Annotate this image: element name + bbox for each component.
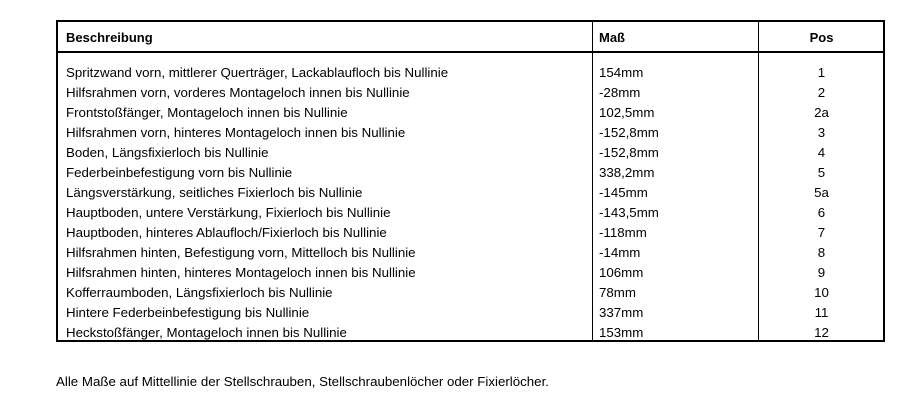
table-header [58,22,883,53]
table-row [58,283,883,303]
row-measure: 78mm [599,285,636,300]
row-position: 8 [817,245,826,260]
row-description: Hauptboden, hinteres Ablaufloch/Fixierloch bis Nullinie [66,225,387,240]
table-row [58,103,883,123]
header-measure: Maß [599,30,625,45]
row-measure: -143,5mm [599,205,659,220]
row-description: Kofferraumboden, Längsfixierloch bis Nullinie [66,285,333,300]
row-description: Hilfsrahmen vorn, vorderes Montageloch innen bis Nullinie [66,85,410,100]
table-row [58,183,883,203]
row-position: 4 [817,145,826,160]
row-position: 6 [817,205,826,220]
table-row [58,263,883,283]
table-row [58,163,883,183]
row-measure: 337mm [599,305,644,320]
row-position: 2a [814,105,829,120]
footnote: Alle Maße auf Mittellinie der Stellschrauben, Stellschraubenlöcher oder Fixierlöcher. [56,374,549,389]
row-measure: 154mm [599,65,644,80]
row-measure: -145mm [599,185,648,200]
table-row [58,323,883,343]
table-row [58,223,883,243]
table-row [58,123,883,143]
row-position: 5 [817,165,826,180]
measurement-table [56,20,885,342]
row-measure: -28mm [599,85,641,100]
header-position: Pos [809,30,834,45]
row-position: 3 [817,125,826,140]
row-description: Hilfsrahmen hinten, hinteres Montageloch innen bis Nullinie [66,265,416,280]
row-description: Heckstoßfänger, Montageloch innen bis Nullinie [66,325,347,340]
table-row [58,203,883,223]
row-description: Hilfsrahmen vorn, hinteres Montageloch innen bis Nullinie [66,125,406,140]
row-position: 11 [814,305,829,320]
row-measure: 106mm [599,265,644,280]
row-measure: -152,8mm [599,145,659,160]
row-measure: 153mm [599,325,644,340]
row-position: 10 [814,285,829,300]
row-description: Längsverstärkung, seitliches Fixierloch bis Nullinie [66,185,363,200]
row-description: Boden, Längsfixierloch bis Nullinie [66,145,269,160]
row-position: 9 [817,265,826,280]
row-measure: -14mm [599,245,641,260]
row-position: 12 [814,325,829,340]
row-position: 1 [817,65,826,80]
row-description: Spritzwand vorn, mittlerer Querträger, Lackablaufloch bis Nullinie [66,65,449,80]
table-row [58,83,883,103]
table-row [58,143,883,163]
row-position: 5a [814,185,829,200]
row-position: 2 [817,85,826,100]
row-description: Hauptboden, untere Verstärkung, Fixierloch bis Nullinie [66,205,391,220]
row-description: Federbeinbefestigung vorn bis Nullinie [66,165,293,180]
row-position: 7 [817,225,826,240]
row-measure: -152,8mm [599,125,659,140]
table-row [58,303,883,323]
row-measure: 338,2mm [599,165,655,180]
row-measure: -118mm [599,225,647,240]
table-row [58,63,883,83]
header-description: Beschreibung [66,30,153,45]
table-row [58,243,883,263]
row-description: Hilfsrahmen hinten, Befestigung vorn, Mittelloch bis Nullinie [66,245,416,260]
table-body [58,63,883,343]
row-description: Frontstoßfänger, Montageloch innen bis Nullinie [66,105,348,120]
row-description: Hintere Federbeinbefestigung bis Nullinie [66,305,310,320]
row-measure: 102,5mm [599,105,655,120]
